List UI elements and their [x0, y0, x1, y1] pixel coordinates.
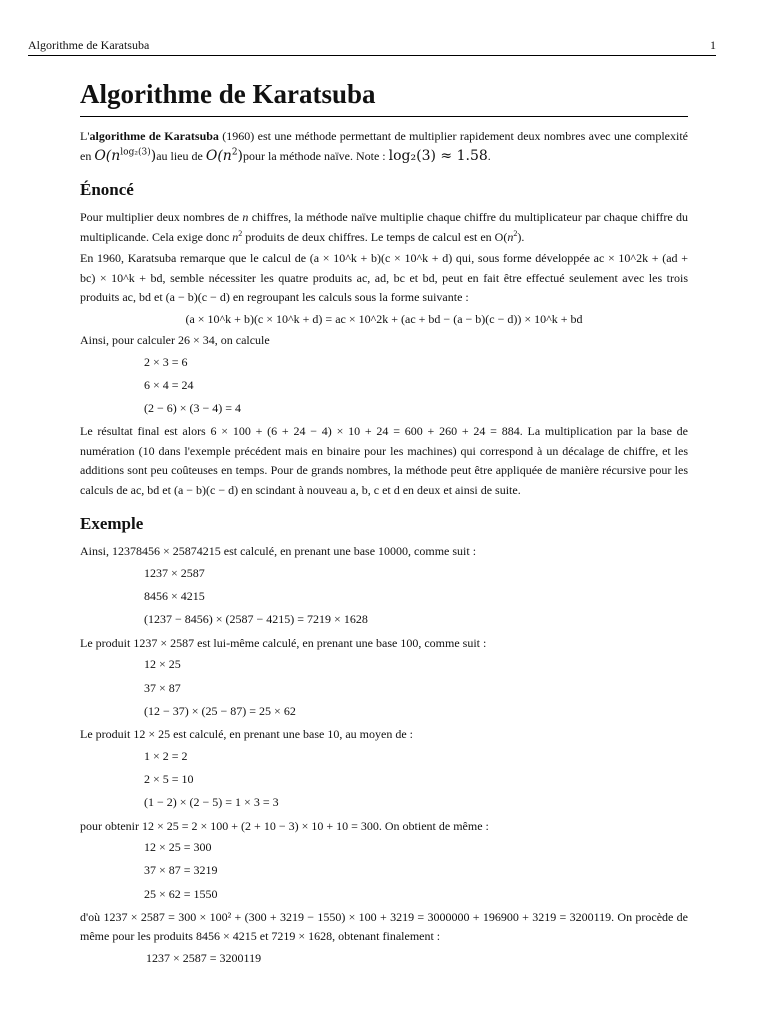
- complexity-formula: $O(n^{log_2(3)})$: [94, 146, 157, 164]
- enonce-paragraph-3: Ainsi, pour calculer 26 × 34, on calcule: [80, 333, 270, 347]
- note-formula: log₂(3) ≈ 1.58: [388, 147, 488, 164]
- list-item: 12 × 25: [144, 657, 181, 672]
- page-number: 1: [710, 38, 716, 52]
- enonce-paragraph-2: En 1960, Karatsuba remarque que le calcul de (a × 10^k + b)(c × 10^k + d) qui, sous forme développée ac × 10^2k + (ad + bc) × 10^k + bd, semble nécessiter les quatre produits ac, ad, bc et bd, peut en fait être effectué seulement avec les trois produits ac, bd et (a − b)(c − d) en regroupant les calculs sous la forme suivante :: [80, 251, 688, 304]
- list-item: 2 × 5 = 10: [144, 771, 194, 786]
- section-heading-exemple: Exemple: [80, 514, 144, 534]
- list-item: 12 × 25 = 300: [144, 840, 212, 855]
- calc-line: 6 × 4 = 24: [144, 377, 194, 392]
- list-item: 37 × 87 = 3219: [144, 863, 218, 878]
- enonce-paragraph-4: Le résultat final est alors 6 × 100 + (6 + 24 − 4) × 10 + 24 = 600 + 260 + 24 = 884. La multiplication par la base de numération (10 dans l'exemple précédent mais en binaire pour les machines) qui correspond à un décalage de chiffre, et les additions sont peu coûteuses en temps. Pour de grands nombres, la méthode peut être appliquée de manière récursive pour les calculs de ac, bd et (a − b)(c − d) en scindant à nouveau a, b, c et d en deux et ainsi de suite.: [80, 424, 688, 497]
- intro-bold-term[interactable]: algorithme de Karatsuba: [89, 129, 219, 143]
- calc-line: (2 − 6) × (3 − 4) = 4: [144, 401, 242, 416]
- exemple-paragraph-2: Le produit 1237 × 2587 est lui-même calculé, en prenant une base 100, comme suit :: [80, 635, 487, 650]
- exemple-paragraph-3: Le produit 12 × 25 est calculé, en prenant une base 10, au moyen de :: [80, 727, 413, 742]
- list-item: 25 × 62 = 1550: [144, 886, 218, 901]
- list-item: (12 − 37) × (25 − 87) = 25 × 62: [144, 703, 296, 718]
- calc-line: 2 × 3 = 6: [144, 354, 188, 369]
- exemple-paragraph-4: pour obtenir 12 × 25 = 2 × 100 + (2 + 10 − 3) × 10 + 10 = 300. On obtient de même :: [80, 818, 489, 833]
- page-title: Algorithme de Karatsuba: [80, 74, 688, 117]
- section-heading-enonce: Énoncé: [80, 180, 134, 199]
- list-item: 8456 × 4215: [144, 589, 205, 604]
- intro-paragraph: L'algorithme de Karatsuba (1960) est une méthode permettant de multiplier rapidement deux nombres avec une complexité en $O(n^{log_2(3)})au$ lieu de $O(n^2)pour$ la méthode naïve. Note : log₂(3) ≈ 1.58.: [80, 129, 688, 164]
- list-item: (1 − 2) × (2 − 5) = 1 × 3 = 3: [144, 795, 279, 810]
- enonce-paragraph-1: Pour multiplier deux nombres de n chiffres, la méthode naïve multiplie chaque chiffre du multiplicateur par chaque chiffre du multiplicande. Cela exige donc $n^2$ produits de deux chiffres. Le temps de calcul est en $O(n^2)$.: [80, 210, 688, 244]
- list-item: 37 × 87: [144, 680, 181, 695]
- naive-complexity-formula: $O(n^2)$: [205, 146, 244, 164]
- exemple-paragraph-1: Ainsi, 12378456 × 25874215 est calculé, en prenant une base 10000, comme suit :: [80, 544, 477, 559]
- article-content: [80, 74, 688, 972]
- karatsuba-formula: (a × 10^k + b)(c × 10^k + d) = ac × 10^2k + (ac + bd − (a − b)(c − d)) × 10^k + bd: [185, 311, 583, 326]
- list-item: 1237 × 2587: [144, 565, 205, 580]
- list-item: (1237 − 8456) × (2587 − 4215) = 7219 × 1628: [144, 612, 368, 627]
- list-item: 1 × 2 = 2: [144, 748, 188, 763]
- running-header: [28, 38, 716, 56]
- exemple-paragraph-5: d'où 1237 × 2587 = 300 × 100² + (300 + 3219 − 1550) × 100 + 3219 = 3000000 + 196900 + 3219 = 3200119. On procède de même pour les produits 8456 × 4215 et 7219 × 1628, obtenant finalement :: [80, 909, 688, 944]
- header-title: Algorithme de Karatsuba: [28, 38, 150, 52]
- list-item: 1237 × 2587 = 3200119: [146, 950, 262, 965]
